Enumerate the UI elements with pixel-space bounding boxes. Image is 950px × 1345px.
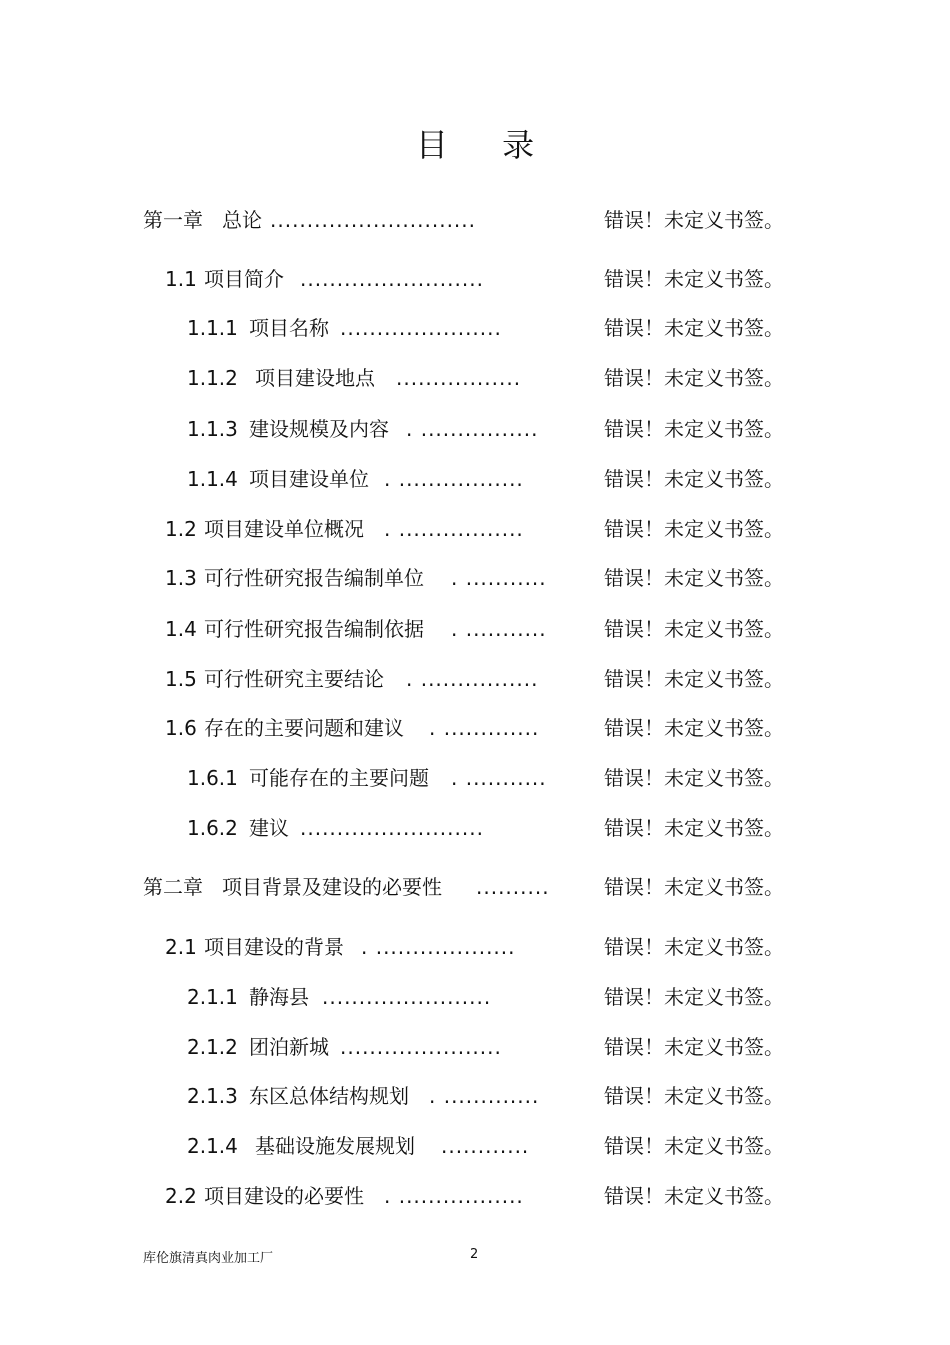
toc-entry-number: 1.3 [165,566,197,590]
toc-entry-title: 建议 [249,816,289,840]
toc-entry-title: 可行性研究报告编制单位 [204,566,424,590]
toc-entry[interactable] [0,1081,950,1111]
toc-entry-number: 2.1.1 [187,985,238,1009]
toc-entry-page-ref: 错误！未定义书签。 [604,208,784,232]
toc-entry-page-ref: 错误！未定义书签。 [604,766,784,790]
toc-entry-title: 项目建设的背景 [204,935,344,959]
toc-entry[interactable] [0,813,950,843]
toc-entry[interactable] [0,205,950,235]
toc-entry-page-ref: 错误！未定义书签。 [604,816,784,840]
toc-entry-title: 基础设施发展规划 [255,1134,415,1158]
toc-entry-title: 存在的主要问题和建议 [204,716,404,740]
toc-entry-number: 1.6.2 [187,816,238,840]
toc-entry-number: 第二章 [143,875,203,899]
toc-entry-title: 总论 [222,208,262,232]
toc-entry-leader: . ............. [429,716,540,740]
toc-entry-number: 1.2 [165,517,197,541]
toc-entry-page-ref: 错误！未定义书签。 [604,316,784,340]
toc-entry-number: 第一章 [143,208,203,232]
toc-entry[interactable] [0,932,950,962]
toc-entry-leader: ......................... [300,267,484,291]
footer-page-number: 2 [470,1247,479,1262]
toc-entry-leader: ......................... [300,816,484,840]
toc-entry[interactable] [0,982,950,1012]
toc-entry-title: 可能存在的主要问题 [249,766,429,790]
toc-entry-title: 建设规模及内容 [249,417,389,441]
toc-entry-number: 2.1.3 [187,1084,238,1108]
toc-entry[interactable] [0,763,950,793]
toc-entry-page-ref: 错误！未定义书签。 [604,617,784,641]
toc-entry-number: 1.1.2 [187,366,238,390]
toc-entry-page-ref: 错误！未定义书签。 [604,517,784,541]
toc-entry[interactable] [0,1032,950,1062]
toc-entry-number: 1.5 [165,667,197,691]
toc-entry-leader: . ................. [384,1184,524,1208]
toc-entry-leader: . ................... [361,935,516,959]
toc-entry-leader: .......... [476,875,550,899]
toc-entry-page-ref: 错误！未定义书签。 [604,875,784,899]
toc-entry-leader: ...................... [340,1035,502,1059]
toc-entry-leader: . ................. [384,517,524,541]
toc-entry-title: 可行性研究报告编制依据 [204,617,424,641]
toc-entry-title: 可行性研究主要结论 [204,667,384,691]
toc-entry-page-ref: 错误！未定义书签。 [604,667,784,691]
toc-entry-leader: . ........... [451,566,547,590]
toc-entry-number: 1.1.4 [187,467,238,491]
toc-entry[interactable] [0,1181,950,1211]
toc-entry-number: 2.1.2 [187,1035,238,1059]
toc-entry-leader: ................. [396,366,522,390]
toc-entry[interactable] [0,464,950,494]
toc-entry-number: 1.1.3 [187,417,238,441]
toc-entry-page-ref: 错误！未定义书签。 [604,267,784,291]
toc-entry-page-ref: 错误！未定义书签。 [604,467,784,491]
toc-entry-title: 项目简介 [204,267,284,291]
toc-entry[interactable] [0,872,950,902]
toc-entry-number: 1.6 [165,716,197,740]
toc-entry[interactable] [0,614,950,644]
toc-entry-page-ref: 错误！未定义书签。 [604,1084,784,1108]
toc-entry-title: 静海县 [249,985,309,1009]
toc-entry-title: 项目建设地点 [255,366,375,390]
toc-entry-page-ref: 错误！未定义书签。 [604,366,784,390]
toc-entry-number: 2.1.4 [187,1134,238,1158]
toc-entry[interactable] [0,313,950,343]
toc-entry[interactable] [0,363,950,393]
toc-entry[interactable] [0,264,950,294]
toc-entry-leader: . ............. [429,1084,540,1108]
toc-entry-leader: ....................... [322,985,492,1009]
toc-entry-leader: . ................. [384,467,524,491]
toc-entry-page-ref: 错误！未定义书签。 [604,985,784,1009]
toc-entry-title: 项目建设单位 [249,467,369,491]
toc-entry[interactable] [0,664,950,694]
toc-entry-page-ref: 错误！未定义书签。 [604,1184,784,1208]
toc-entry-title: 项目背景及建设的必要性 [222,875,442,899]
toc-entry-leader: ............................ [270,208,477,232]
toc-entry-page-ref: 错误！未定义书签。 [604,566,784,590]
toc-entry-number: 2.1 [165,935,197,959]
toc-entry-page-ref: 错误！未定义书签。 [604,1035,784,1059]
toc-entry-page-ref: 错误！未定义书签。 [604,716,784,740]
toc-entry-title: 项目名称 [249,316,329,340]
toc-entry-number: 2.2 [165,1184,197,1208]
toc-entry-title: 项目建设单位概况 [204,517,364,541]
toc-entry-title: 东区总体结构规划 [249,1084,409,1108]
toc-entry-leader: . ........... [451,617,547,641]
footer-company-name: 库伦旗清真肉业加工厂 [143,1251,274,1266]
toc-entry-leader: . ........... [451,766,547,790]
toc-entry-page-ref: 错误！未定义书签。 [604,1134,784,1158]
toc-entry-number: 1.1.1 [187,316,238,340]
toc-entry[interactable] [0,713,950,743]
toc-entry[interactable] [0,514,950,544]
toc-entry[interactable] [0,563,950,593]
toc-entry-title: 团泊新城 [249,1035,329,1059]
toc-entry-number: 1.6.1 [187,766,238,790]
toc-entry[interactable] [0,414,950,444]
toc-entry-page-ref: 错误！未定义书签。 [604,935,784,959]
toc-entry-leader: ...................... [340,316,502,340]
toc-entry-title: 项目建设的必要性 [204,1184,364,1208]
toc-entry-page-ref: 错误！未定义书签。 [604,417,784,441]
toc-entry-leader: . ................ [406,417,539,441]
toc-entry-leader: ............ [441,1134,530,1158]
toc-entry-leader: . ................ [406,667,539,691]
toc-entry-number: 1.1 [165,267,197,291]
toc-entry[interactable] [0,1131,950,1161]
toc-entry-number: 1.4 [165,617,197,641]
toc-title: 目 录 [415,126,557,164]
